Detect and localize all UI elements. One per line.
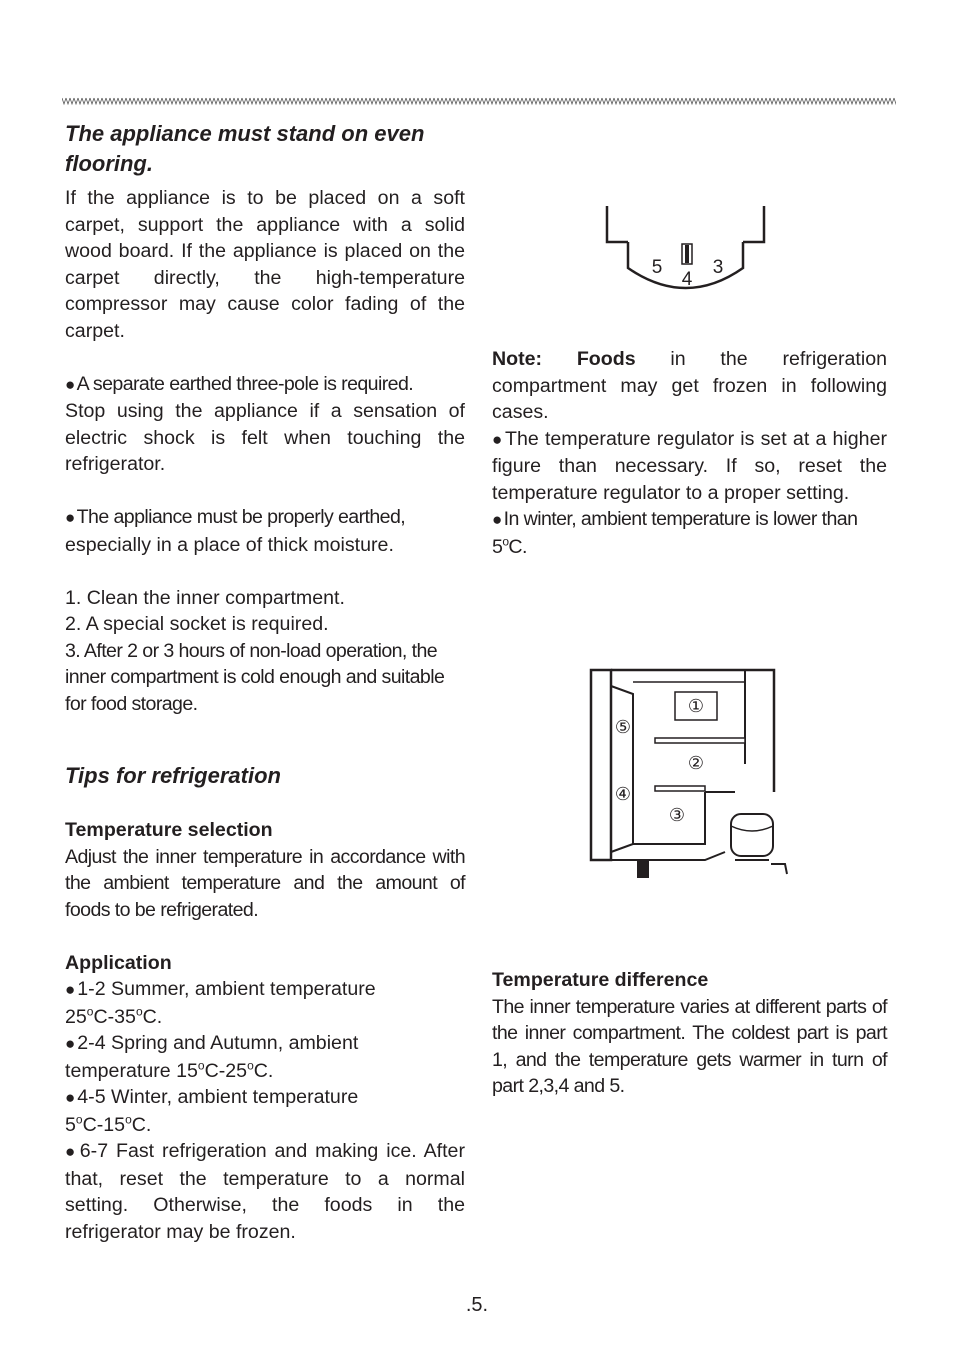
range2-a: temperature 15 (65, 1059, 198, 1082)
dial-label-3: 3 (712, 257, 724, 278)
temp-difference-title: Temperature difference (492, 969, 709, 991)
range2-c: C. (253, 1059, 274, 1082)
paragraph-moisture: especially in a place of thick moisture. (65, 533, 394, 556)
note-text: in the refrigeration compartment may get frozen in following cases. (492, 348, 887, 423)
degree-sign: o (125, 1111, 132, 1126)
note-bullet-2 (492, 506, 887, 560)
paragraph-carpet: If the appliance is to be placed on a soft carpet, support the appliance with a solid wood board. If the appliance is placed on the carpet directly, the high-temperature compressor may cause color fading of the carpet. (65, 187, 465, 342)
application-item-4-text: 6-7 Fast refrigeration and making ice. After that, reset the temperature to a normal setting. Otherwise, the foods in the refrigerator may be frozen. (65, 1140, 465, 1243)
step-1: 1. Clean the inner compartment. (65, 586, 345, 609)
application-item-1-range (65, 1004, 465, 1031)
application-item-4 (65, 1138, 465, 1245)
note-bullet-1 (492, 426, 887, 507)
heading-even-flooring: The appliance must stand on even flooring. (65, 121, 425, 176)
part-label-4: ④ (614, 784, 632, 804)
degree-sign: o (75, 1111, 83, 1126)
temp-difference-section (492, 967, 887, 1100)
degree-sign: o (86, 1003, 94, 1018)
degree-sign: o (502, 533, 509, 548)
note-paragraph (492, 346, 887, 426)
note-section (492, 346, 887, 560)
degree-sign: o (247, 1057, 254, 1072)
range3-b: C-15 (82, 1113, 126, 1136)
left-column (65, 119, 465, 1245)
application-item-1 (65, 976, 465, 1004)
note-label: Note: Foods (492, 348, 636, 370)
degree-sign: o (197, 1057, 205, 1072)
range3-c: C. (131, 1113, 152, 1136)
range3-a: 5 (65, 1113, 76, 1136)
step-2: 2. A special socket is required. (65, 613, 329, 635)
dial-label-5: 5 (651, 257, 663, 278)
degree-sign: o (135, 1003, 143, 1018)
temp-selection-title: Temperature selection (65, 819, 273, 841)
paragraph-stop-using: Stop using the appliance if a sensation of electric shock is felt when touching the refrigerator. (65, 400, 465, 475)
application-item-3-range (65, 1112, 465, 1139)
application-item-1-text: 1-2 Summer, ambient temperature (77, 978, 376, 1000)
bullet-earthed-pole-text: A separate earthed three-pole is required. (76, 372, 414, 395)
note-bullet-2-end: C. (508, 535, 527, 558)
step-3: 3. After 2 or 3 hours of non-load operation, the inner compartment is cold enough and suitable for food storage. (65, 639, 445, 715)
application-item-2-text: 2-4 Spring and Autumn, ambient (77, 1032, 359, 1054)
range1-c: C. (142, 1005, 163, 1028)
application-item-3 (65, 1084, 465, 1112)
application-item-2 (65, 1030, 465, 1058)
range1-a: 25 (65, 1005, 87, 1028)
thermostat-dial-diagram (600, 202, 772, 300)
bullet-earthed-pole (65, 371, 465, 399)
decorative-header-rule (62, 96, 896, 106)
page-number: .5. (465, 1294, 489, 1316)
bullet-earthed-properly-text: The appliance must be properly earthed, (76, 506, 406, 528)
part-label-5: ⑤ (614, 717, 632, 737)
part-label-1: ① (687, 696, 705, 716)
fridge-compartment-diagram (585, 664, 795, 886)
application-item-3-text: 4-5 Winter, ambient temperature (77, 1086, 359, 1108)
note-bullet-2-text: In winter, ambient temperature is lower than 5 (492, 508, 858, 558)
dial-label-4: 4 (681, 269, 693, 290)
part-label-2: ② (687, 753, 705, 773)
range2-b: C-25 (204, 1059, 248, 1082)
note-bullet-1-text: The temperature regulator is set at a higher figure than necessary. If so, reset the temperature regulator to a proper setting. (492, 427, 887, 504)
part-label-3: ③ (668, 805, 686, 825)
range1-b: C-35 (93, 1005, 136, 1028)
heading-tips-refrigeration: Tips for refrigeration (65, 763, 281, 788)
bullet-earthed-properly (65, 504, 465, 532)
temp-difference-text: The inner temperature varies at different parts of the inner compartment. The coldest part is part 1, and the temperature gets warmer in turn of part 2,3,4 and 5. (492, 995, 887, 1097)
application-item-2-range (65, 1058, 465, 1085)
application-title: Application (65, 951, 172, 974)
temp-selection-text: Adjust the inner temperature in accordance with the ambient temperature and the amount of foods to be refrigerated. (65, 845, 465, 921)
